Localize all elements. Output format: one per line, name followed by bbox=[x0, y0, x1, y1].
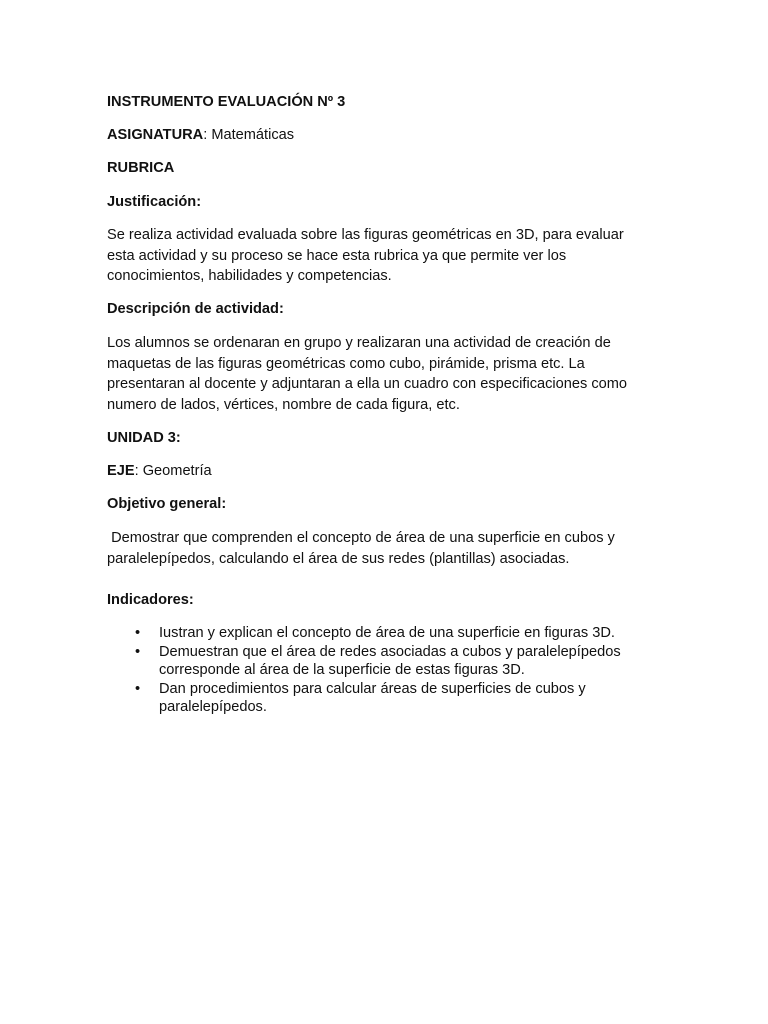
list-item bbox=[107, 624, 647, 643]
indicadores-heading: Indicadores: bbox=[107, 592, 194, 608]
list-item bbox=[107, 680, 647, 717]
indicador-text: Demuestran que el área de redes asociadas a cubos y paralelepípedos corresponde al área de la superficie de estas figuras 3D. bbox=[159, 643, 621, 679]
indicador-text: Iustran y explican el concepto de área de una superficie en figuras 3D. bbox=[159, 625, 615, 641]
eje-value: : Geometría bbox=[134, 463, 212, 479]
justificacion-heading: Justificación: bbox=[107, 194, 202, 210]
document-title: INSTRUMENTO EVALUACIÓN Nº 3 bbox=[107, 94, 346, 110]
descripcion-heading: Descripción de actividad: bbox=[107, 301, 284, 317]
asignatura-label: ASIGNATURA bbox=[107, 127, 204, 143]
indicador-text: Dan procedimientos para calcular áreas de superficies de cubos y paralelepípedos. bbox=[159, 680, 586, 716]
objetivo-paragraph: Demostrar que comprenden el concepto de área de una superficie en cubos y paralelepípedos, calculando el área de sus redes (plantillas) asociadas. bbox=[107, 530, 619, 567]
unidad-heading: UNIDAD 3: bbox=[107, 430, 181, 446]
bullet-icon: • bbox=[135, 680, 141, 697]
bullet-icon: • bbox=[135, 643, 141, 660]
justificacion-paragraph: Se realiza actividad evaluada sobre las figuras geométricas en 3D, para evaluar esta actividad y su proceso se hace esta rubrica ya que permite ver los conocimientos, habilidades y competencias. bbox=[107, 227, 624, 284]
objetivo-heading: Objetivo general: bbox=[107, 496, 227, 512]
bullet-icon: • bbox=[135, 625, 141, 641]
list-item bbox=[107, 643, 647, 680]
eje-line bbox=[107, 461, 667, 482]
rubrica-heading: RUBRICA bbox=[107, 160, 175, 176]
asignatura-line bbox=[107, 125, 667, 146]
eje-label: EJE bbox=[107, 463, 135, 479]
indicadores-list bbox=[107, 624, 647, 717]
descripcion-paragraph: Los alumnos se ordenaran en grupo y realizaran una actividad de creación de maquetas de las figuras geométricas como cubo, pirámide, prisma etc. La presentaran al docente y adjuntaran a ella un cuadro con especificaciones como numero de lados, vértices, nombre de cada figura, etc. bbox=[107, 335, 628, 413]
asignatura-value: : Matemáticas bbox=[203, 127, 295, 143]
